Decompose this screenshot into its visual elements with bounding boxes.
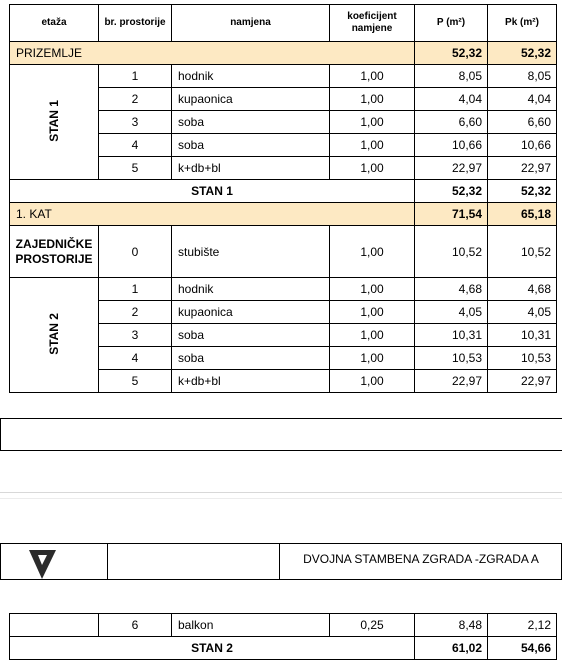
col-header-br: br. prostorije [99, 5, 172, 42]
cell-koef: 1,00 [330, 370, 415, 393]
cell-koef: 1,00 [330, 226, 415, 278]
logo-cell [1, 544, 108, 579]
cell-p: 8,48 [415, 614, 488, 637]
cell-br: 3 [99, 324, 172, 347]
cell-br: 5 [99, 370, 172, 393]
cell-pk: 4,05 [488, 301, 557, 324]
cell-p: 4,05 [415, 301, 488, 324]
unit-label-zajednicke: ZAJEDNIČKE PROSTORIJE [10, 226, 99, 278]
subtotal-row-stan1 [10, 180, 557, 203]
cell-pk: 6,60 [488, 111, 557, 134]
page-divider [0, 498, 562, 499]
cell-koef: 1,00 [330, 111, 415, 134]
cell-pk: 8,05 [488, 65, 557, 88]
cell-br: 2 [99, 88, 172, 111]
cell-p: 22,97 [415, 370, 488, 393]
section-pk: 65,18 [488, 203, 557, 226]
cell-namjena: hodnik [172, 65, 330, 88]
cell-p: 10,53 [415, 347, 488, 370]
cell-namjena: soba [172, 134, 330, 157]
cell-namjena: kupaonica [172, 301, 330, 324]
cell-koef: 0,25 [330, 614, 415, 637]
col-header-pk: Pk (m²) [488, 5, 557, 42]
cell-p: 4,68 [415, 278, 488, 301]
cell-koef: 1,00 [330, 88, 415, 111]
cell-br: 6 [99, 614, 172, 637]
section-label: 1. KAT [10, 203, 415, 226]
section-p: 52,32 [415, 42, 488, 65]
cell-namjena: hodnik [172, 278, 330, 301]
cell-koef: 1,00 [330, 65, 415, 88]
cell-p: 6,60 [415, 111, 488, 134]
cell-p: 4,04 [415, 88, 488, 111]
cell-koef: 1,00 [330, 324, 415, 347]
cell-br: 1 [99, 65, 172, 88]
col-header-p: P (m²) [415, 5, 488, 42]
cell-pk: 2,12 [488, 614, 557, 637]
cell-br: 0 [99, 226, 172, 278]
subtotal-pk: 52,32 [488, 180, 557, 203]
cell-br: 4 [99, 347, 172, 370]
cell-br: 4 [99, 134, 172, 157]
subtotal-pk: 54,66 [488, 637, 557, 660]
cell-pk: 4,04 [488, 88, 557, 111]
table-row [10, 65, 557, 88]
title-block-cell [108, 544, 280, 579]
cell-br: 2 [99, 301, 172, 324]
cell-pk: 22,97 [488, 157, 557, 180]
page-divider [0, 492, 562, 493]
cell-pk: 10,66 [488, 134, 557, 157]
unit-label-stan1: STAN 1 [10, 65, 99, 180]
triangle-logo-icon [1, 544, 107, 579]
cell-koef: 1,00 [330, 278, 415, 301]
section-p: 71,54 [415, 203, 488, 226]
cell-br: 1 [99, 278, 172, 301]
subtotal-label: STAN 1 [10, 180, 415, 203]
table-row-zajednicke [10, 226, 557, 278]
table-row [10, 278, 557, 301]
cell-p: 10,66 [415, 134, 488, 157]
cell-namjena: stubište [172, 226, 330, 278]
empty-frame [0, 418, 562, 451]
cell-namjena: soba [172, 111, 330, 134]
title-block [0, 543, 562, 580]
cell-namjena: soba [172, 347, 330, 370]
cell-pk: 22,97 [488, 370, 557, 393]
col-header-etaza: etaža [10, 5, 99, 42]
cell-pk: 10,52 [488, 226, 557, 278]
section-label: PRIZEMLJE [10, 42, 415, 65]
cell-namjena: balkon [172, 614, 330, 637]
section-row-prizemlje [10, 42, 557, 65]
cell-br: 5 [99, 157, 172, 180]
cell-p: 8,05 [415, 65, 488, 88]
subtotal-p: 52,32 [415, 180, 488, 203]
unit-label-stan2: STAN 2 [10, 278, 99, 393]
section-row-1-kat [10, 203, 557, 226]
col-header-namjena: namjena [172, 5, 330, 42]
cell-p: 22,97 [415, 157, 488, 180]
project-title: DVOJNA STAMBENA ZGRADA -ZGRADA A [303, 552, 539, 566]
cell-pk: 4,68 [488, 278, 557, 301]
subtotal-p: 61,02 [415, 637, 488, 660]
subtotal-row-stan2 [10, 637, 557, 660]
cell-koef: 1,00 [330, 157, 415, 180]
col-header-koef: koeficijent namjene [330, 5, 415, 42]
area-table-continued [9, 613, 557, 660]
area-table [9, 4, 557, 393]
cell-namjena: k+db+bl [172, 157, 330, 180]
cell-koef: 1,00 [330, 301, 415, 324]
cell-koef: 1,00 [330, 134, 415, 157]
cell-pk: 10,31 [488, 324, 557, 347]
cell-br: 3 [99, 111, 172, 134]
table-header-row [10, 5, 557, 42]
section-pk: 52,32 [488, 42, 557, 65]
cell-p: 10,52 [415, 226, 488, 278]
table-row [10, 614, 557, 637]
cell-p: 10,31 [415, 324, 488, 347]
cell-koef: 1,00 [330, 347, 415, 370]
subtotal-label: STAN 2 [10, 637, 415, 660]
cell-namjena: kupaonica [172, 88, 330, 111]
cell-namjena: k+db+bl [172, 370, 330, 393]
unit-label-continued [10, 614, 99, 637]
cell-pk: 10,53 [488, 347, 557, 370]
cell-namjena: soba [172, 324, 330, 347]
